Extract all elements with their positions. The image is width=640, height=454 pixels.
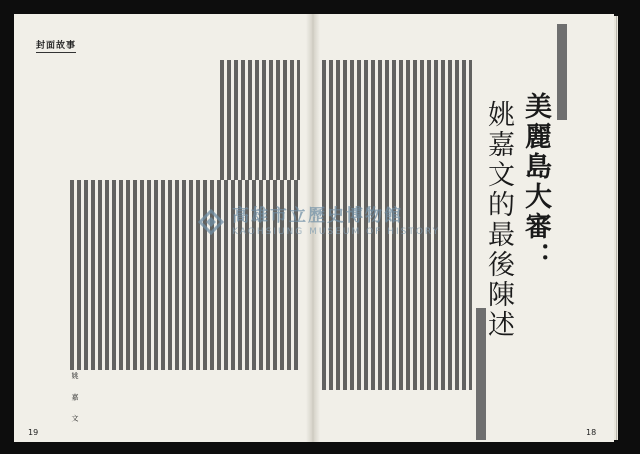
page-number-right: 18 <box>586 428 597 437</box>
title-accent-bar <box>557 24 567 120</box>
article-subtitle: 姚嘉文的最後陳述 <box>483 100 514 340</box>
museum-watermark <box>196 207 440 237</box>
article-title: 美麗島大審： <box>520 92 551 272</box>
section-tag: 封面故事 <box>36 38 76 53</box>
watermark-chinese: 高雄市立歷史博物館 <box>232 205 403 226</box>
page-number-left: 19 <box>28 428 39 437</box>
watermark-english: KAOHSIUNG MUSEUM OF HISTORY <box>232 226 441 237</box>
left-page-text-upper <box>220 60 300 180</box>
byline: 姚 嘉 文 <box>71 372 79 428</box>
museum-logo-icon <box>196 207 226 237</box>
right-page-text-upper <box>322 60 472 200</box>
